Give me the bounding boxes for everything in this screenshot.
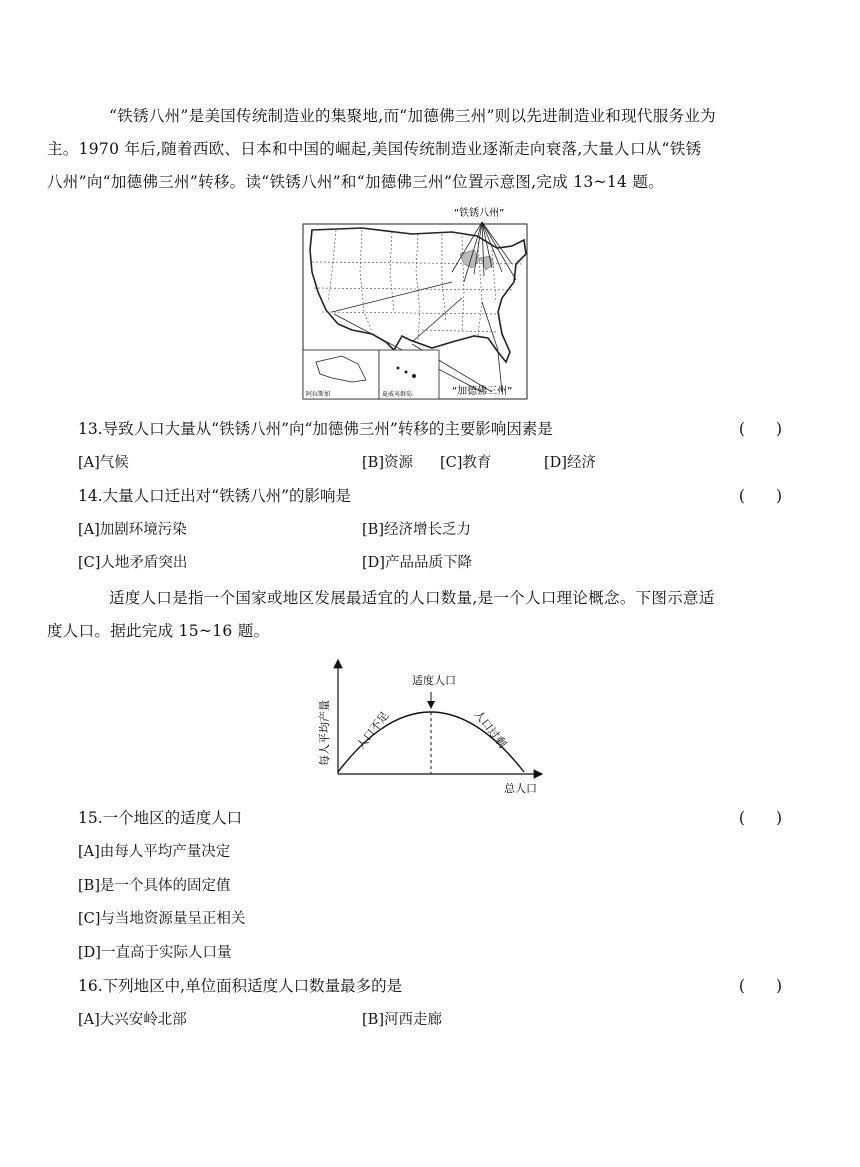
optimum-population-diagram [306, 654, 552, 800]
passage-1-line-1: “铁锈八州”是美国传统制造业的集聚地,而“加德佛三州”则以先进制造业和现代服务业为 [109, 107, 716, 125]
q14-option-a[interactable]: [A]加剧环境污染 [78, 522, 187, 538]
passage-2-line-2: 度人口。据此完成 15~16 题。 [47, 622, 270, 640]
underpopulation-label: 人口不足 [354, 709, 392, 752]
q16-option-b[interactable]: [B]河西走廊 [362, 1012, 442, 1028]
question-15 [78, 806, 782, 830]
question-14-answer-blank: ( ) [738, 487, 782, 505]
x-axis-label: 总人口 [504, 782, 537, 795]
question-16-answer-blank: ( ) [738, 977, 782, 995]
question-15-answer-blank: ( ) [738, 809, 782, 827]
optimum-label: 适度人口 [412, 674, 456, 687]
q13-option-b[interactable]: [B]资源 [362, 455, 413, 471]
q13-option-c[interactable]: [C]教育 [440, 455, 492, 471]
q13-option-d[interactable]: [D]经济 [544, 455, 596, 471]
y-axis-label: 每人平均产量 [318, 700, 331, 766]
question-16 [78, 974, 782, 998]
passage-1-line-3: 八州”向“加德佛三州”转移。读“铁锈八州”和“加德佛三州”位置示意图,完成 13~14 题。 [47, 173, 664, 191]
q15-option-a[interactable]: [A]由每人平均产量决定 [78, 844, 231, 860]
rust-belt-label: “铁锈八州” [454, 208, 505, 219]
q14-option-d[interactable]: [D]产品品质下降 [362, 555, 472, 571]
q15-option-c[interactable]: [C]与当地资源量呈正相关 [78, 911, 246, 927]
inset-hawaii-label: 夏威夷群岛 [382, 391, 413, 398]
passage-1 [47, 100, 780, 199]
passage-2-line-1: 适度人口是指一个国家或地区发展最适宜的人口数量,是一个人口理论概念。下图示意适 [109, 589, 715, 607]
q15-option-b[interactable]: [B]是一个具体的固定值 [78, 878, 231, 894]
q14-option-b[interactable]: [B]经济增长乏力 [362, 522, 471, 538]
q14-option-c[interactable]: [C]人地矛盾突出 [78, 555, 188, 571]
question-15-stem: 15.一个地区的适度人口 [78, 809, 243, 827]
question-14-stem: 14.大量人口迁出对“铁锈八州”的影响是 [78, 487, 351, 505]
question-13 [78, 417, 782, 441]
question-13-answer-blank: ( ) [738, 420, 782, 438]
passage-1-line-2: 主。1970 年后,随着西欧、日本和中国的崛起,美国传统制造业逐渐走向衰落,大量人口从“铁锈 [47, 140, 702, 158]
question-16-stem: 16.下列地区中,单位面积适度人口数量最多的是 [78, 977, 403, 995]
overpopulation-label: 人口过剩 [471, 707, 509, 751]
q15-option-d[interactable]: [D]一直高于实际人口量 [78, 945, 232, 961]
question-14 [78, 484, 782, 508]
passage-2 [47, 582, 780, 648]
question-13-stem: 13.导致人口大量从“铁锈八州”向“加德佛三州”转移的主要影响因素是 [78, 420, 553, 438]
q13-option-a[interactable]: [A]气候 [78, 455, 129, 471]
inset-alaska-label: 阿拉斯加 [306, 391, 331, 398]
us-map-figure [302, 202, 560, 400]
q16-option-a[interactable]: [A]大兴安岭北部 [78, 1012, 187, 1028]
sun-belt-label: “加德佛三州” [452, 386, 513, 397]
